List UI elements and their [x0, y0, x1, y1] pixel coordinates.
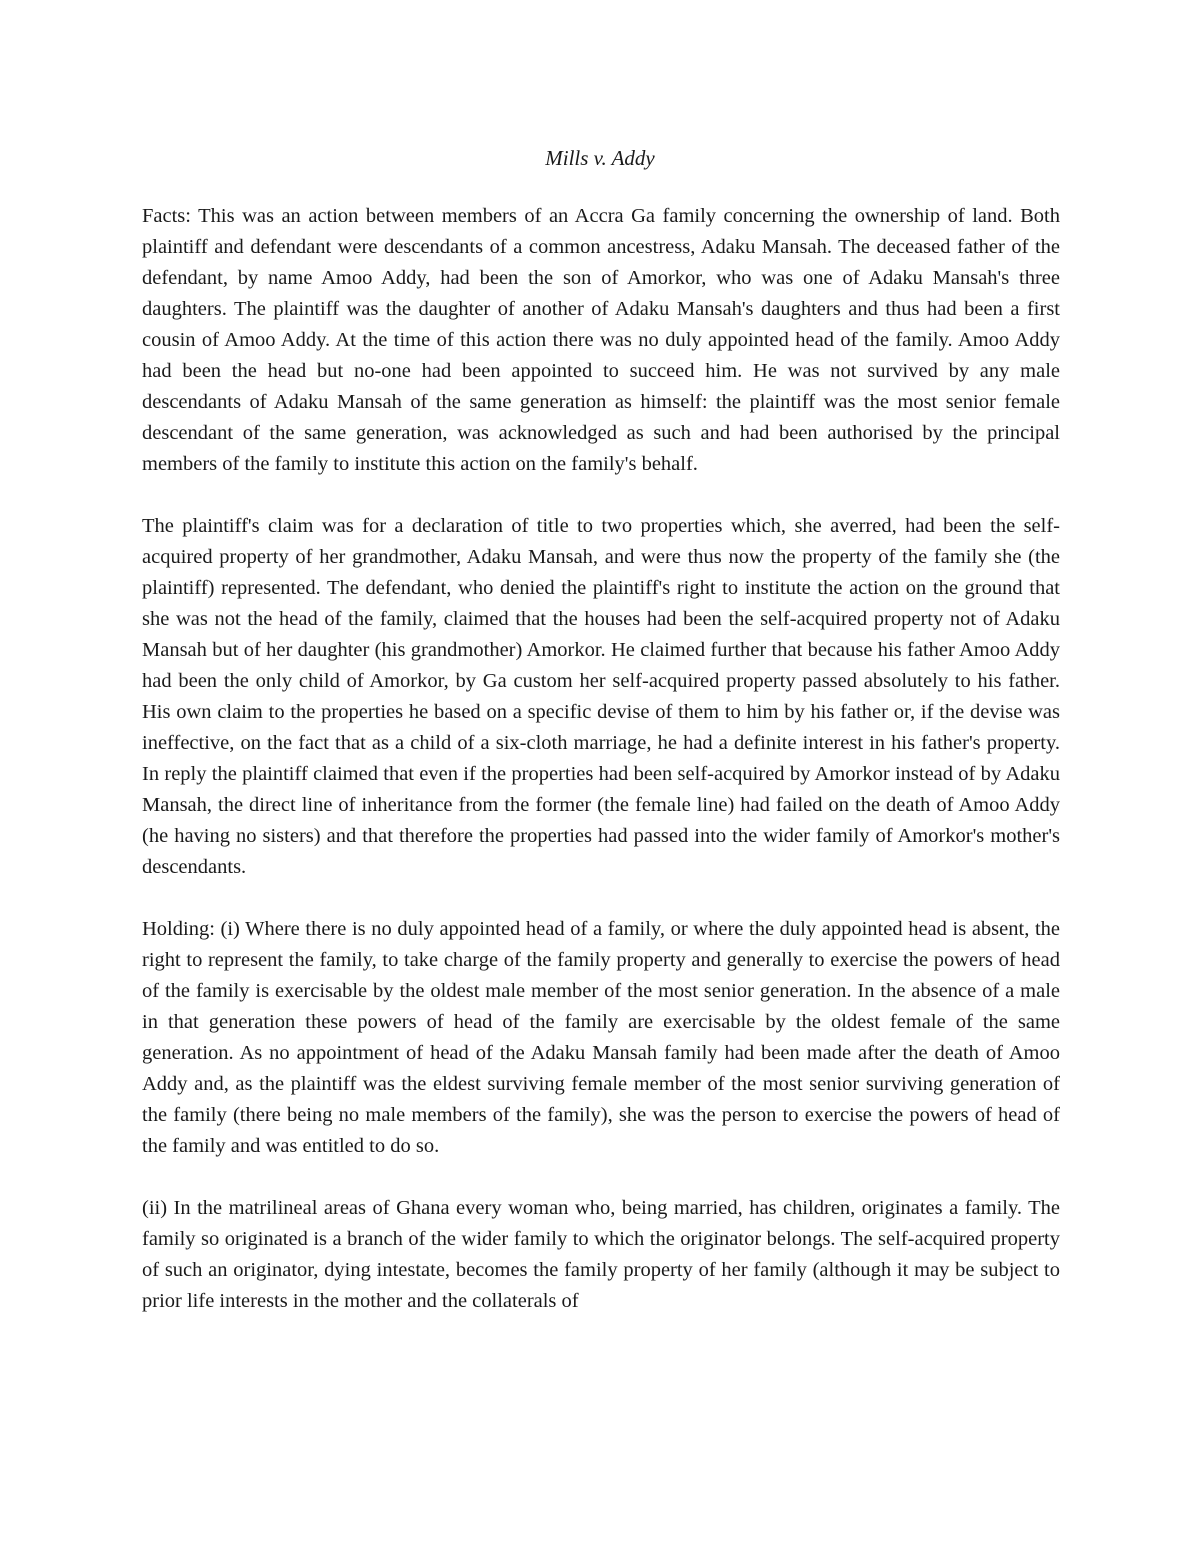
paragraph-holding-ii: (ii) In the matrilineal areas of Ghana every woman who, being married, has children, originates a family. The family so originated is a branch of the wider family to which the originator belongs. The self-acquired property of such an originator, dying intestate, becomes the family property of her family (although it may be subject to prior life interests in the mother and the collaterals of [142, 1197, 1060, 1312]
document-body [142, 201, 1060, 1317]
paragraph-facts: Facts: This was an action between members of an Accra Ga family concerning the ownership of land. Both plaintiff and defendant were descendants of a common ancestress, Adaku Mansah. The deceased father of the defendant, by name Amoo Addy, had been the son of Amorkor, who was one of Adaku Mansah's three daughters. The plaintiff was the daughter of another of Adaku Mansah's daughters and thus had been a first cousin of Amoo Addy. At the time of this action there was no duly appointed head of the family. Amoo Addy had been the head but no-one had been appointed to succeed him. He was not survived by any male descendants of Adaku Mansah of the same generation as himself: the plaintiff was the most senior female descendant of the same generation, was acknowledged as such and had been authorised by the principal members of the family to institute this action on the family's behalf. [142, 205, 1060, 475]
paragraph-holding-i: Holding: (i) Where there is no duly appointed head of a family, or where the duly appointed head is absent, the right to represent the family, to take charge of the family property and generally to exercise the powers of head of the family is exercisable by the oldest male member of the most senior generation. In the absence of a male in that generation these powers of head of the family are exercisable by the oldest female of the same generation. As no appointment of head of the Adaku Mansah family had been made after the death of Amoo Addy and, as the plaintiff was the eldest surviving female member of the most senior surviving generation of the family (there being no male members of the family), she was the person to exercise the powers of head of the family and was entitled to do so. [142, 918, 1060, 1157]
document-title: Mills v. Addy [545, 146, 655, 170]
paragraph-claims: The plaintiff's claim was for a declaration of title to two properties which, she averred, had been the self-acquired property of her grandmother, Adaku Mansah, and were thus now the property of the family she (the plaintiff) represented. The defendant, who denied the plaintiff's right to institute the action on the ground that she was not the head of the family, claimed that the houses had been the self-acquired property not of Adaku Mansah but of her daughter (his grandmother) Amorkor. He claimed further that because his father Amoo Addy had been the only child of Amorkor, by Ga custom her self-acquired property passed absolutely to his father. His own claim to the properties he based on a specific devise of them to him by his father or, if the devise was ineffective, on the fact that as a child of a six-cloth marriage, he had a definite interest in his father's property. In reply the plaintiff claimed that even if the properties had been self-acquired by Amorkor instead of by Adaku Mansah, the direct line of inheritance from the former (the female line) had failed on the death of Amoo Addy (he having no sisters) and that therefore the properties had passed into the wider family of Amorkor's mother's descendants. [142, 515, 1060, 878]
